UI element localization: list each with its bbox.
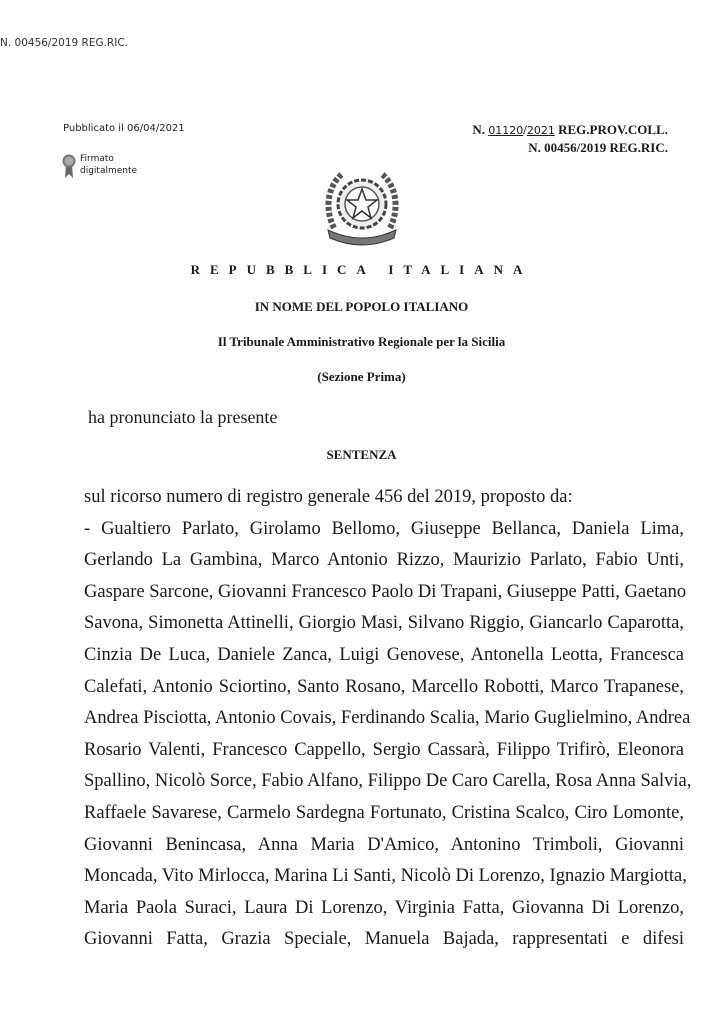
reg-ric: N. 00456/2019 REG.RIC. (528, 140, 668, 155)
rosette-icon (62, 153, 76, 179)
body-line: sul ricorso numero di registro generale 456 del 2019, proposto da: (84, 487, 573, 507)
digital-signature-badge (62, 153, 137, 179)
body-line: Andrea Pisciotta, Antonio Covais, Ferdinando Scalia, Mario Guglielmino, Andrea (84, 708, 691, 729)
body-line: Giovanni Fatta, Grazia Speciale, Manuela Bajada, rappresentati e difesi (84, 929, 684, 950)
reg-year: 2021 (526, 124, 555, 137)
publication-date: Pubblicato il 06/04/2021 (63, 123, 185, 134)
in-nome-heading: IN NOME DEL POPOLO ITALIANO (254, 299, 469, 314)
body-line: Moncada, Vito Mirlocca, Marina Li Santi, Nicolò Di Lorenzo, Ignazio Margiotta, (84, 866, 687, 887)
reg-prefix: N. (472, 122, 485, 137)
reg-prov-coll: N. 01120/2021 REG.PROV.COLL. (472, 122, 668, 137)
body-line: - Gualtiero Parlato, Girolamo Bellomo, Giuseppe Bellanca, Daniela Lima, (84, 518, 684, 539)
body-line: Maria Paola Suraci, Laura Di Lorenzo, Virginia Fatta, Giovanna Di Lorenzo, (84, 897, 684, 918)
body-line: Savona, Simonetta Attinelli, Giorgio Masi, Silvano Riggio, Giancarlo Caparotta, (84, 613, 684, 634)
italian-emblem-icon (322, 168, 402, 246)
body-line: Calefati, Antonio Sciortino, Santo Rosano, Marcello Robotti, Marco Trapanese, (84, 676, 684, 697)
tribunal-heading: Il Tribunale Amministrativo Regionale per la Sicilia (217, 334, 506, 349)
signed-label-2: digitalmente (80, 166, 138, 176)
top-reference: N. 00456/2019 REG.RIC. (0, 37, 128, 49)
body-line: Gaspare Sarcone, Giovanni Francesco Paolo Di Trapani, Giuseppe Patti, Gaetano (84, 581, 687, 602)
sentenza-heading: SENTENZA (326, 447, 397, 462)
body-line: Giovanni Benincasa, Anna Maria D'Amico, Antonino Trimboli, Giovanni (84, 834, 684, 855)
pronounced-text: ha pronunciato la presente (88, 407, 278, 427)
reg-number: 01120 (488, 124, 524, 137)
signed-label-1: Firmato (80, 154, 114, 164)
registry-numbers (472, 121, 668, 156)
section-heading: (Sezione Prima) (317, 369, 406, 384)
body-line: Spallino, Nicolò Sorce, Fabio Alfano, Filippo De Caro Carella, Rosa Anna Salvia, (84, 771, 692, 792)
body-line: Gerlando La Gambina, Marco Antonio Rizzo, Maurizio Parlato, Fabio Unti, (84, 550, 684, 571)
body-line: Rosario Valenti, Francesco Cappello, Sergio Cassarà, Filippo Trifirò, Eleonora (84, 739, 684, 760)
republic-heading: REPUBBLICA ITALIANA (190, 262, 533, 277)
body-line: Raffaele Savarese, Carmelo Sardegna Fortunato, Cristina Scalco, Ciro Lomonte, (84, 803, 684, 823)
body-line: Cinzia De Luca, Daniele Zanca, Luigi Genovese, Antonella Leotta, Francesca (84, 645, 684, 665)
reg-suffix: REG.PROV.COLL. (558, 122, 668, 137)
